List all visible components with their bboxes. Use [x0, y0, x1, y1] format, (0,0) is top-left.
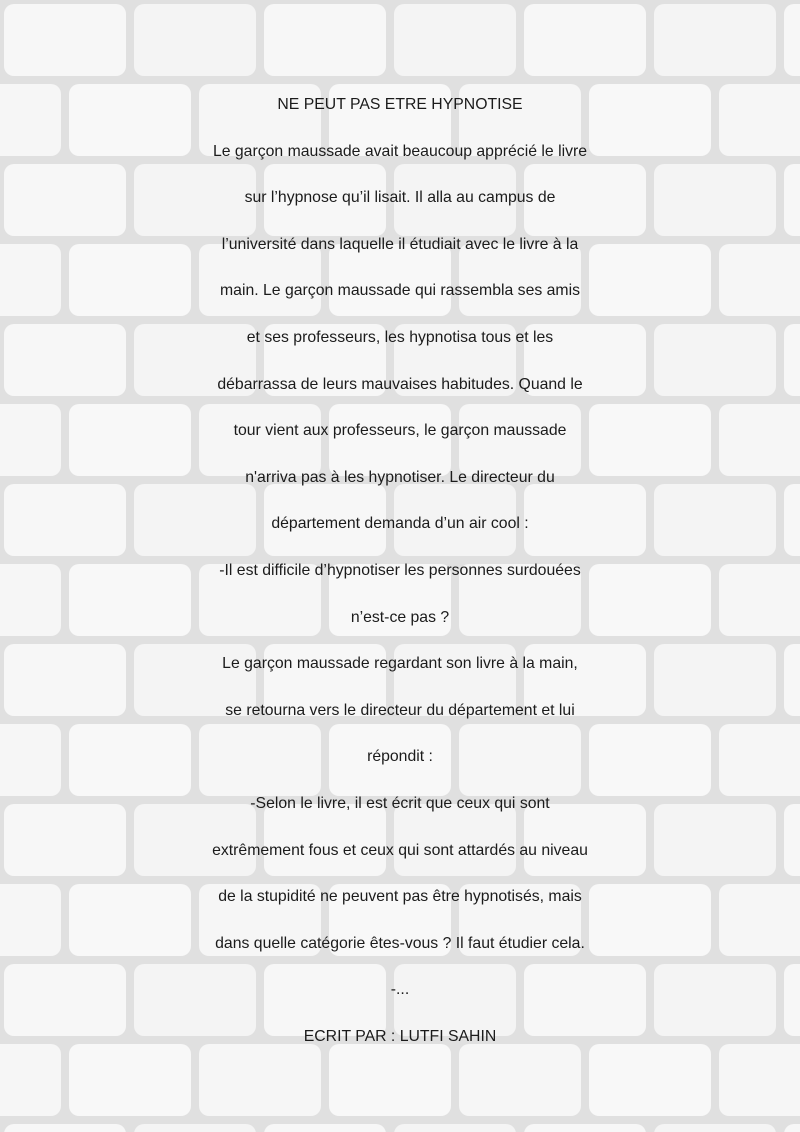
story-line: département demanda d’un air cool : — [271, 515, 529, 533]
story-line: -... — [390, 981, 410, 999]
story-line: débarrassa de leurs mauvaises habitudes. Quand le — [217, 375, 583, 393]
story-line: répondit : — [367, 748, 433, 766]
story-line: n'arriva pas à les hypnotiser. Le directeur du — [245, 468, 555, 486]
story-line: main. Le garçon maussade qui rassembla ses amis — [220, 282, 580, 300]
story-line: Le garçon maussade regardant son livre à la main, — [222, 655, 578, 673]
story-line: l’université dans laquelle il étudiait avec le livre à la — [221, 235, 579, 253]
story-title: NE PEUT PAS ETRE HYPNOTISE — [277, 96, 523, 113]
story-line: extrêmement fous et ceux qui sont attardés au niveau — [212, 841, 588, 859]
story-line: -Il est difficile d’hypnotiser les personnes surdouées — [219, 561, 581, 579]
story-line: dans quelle catégorie êtes-vous ? Il faut étudier cela. — [215, 934, 585, 952]
story-line: -Selon le livre, il est écrit que ceux qui sont — [250, 794, 550, 812]
story-line: tour vient aux professeurs, le garçon maussade — [233, 422, 567, 440]
story-line: sur l’hypnose qu’il lisait. Il alla au campus de — [244, 189, 556, 207]
story-text — [0, 82, 800, 1060]
story-line: et ses professeurs, les hypnotisa tous et les — [246, 328, 554, 346]
story-line: n’est-ce pas ? — [350, 608, 450, 626]
author-line: ECRIT PAR : LUTFI SAHIN — [303, 1027, 497, 1045]
story-line: se retourna vers le directeur du département et lui — [225, 701, 575, 719]
story-line: de la stupidité ne peuvent pas être hypnotisés, mais — [218, 888, 582, 906]
story-line: Le garçon maussade avait beaucoup apprécié le livre — [212, 142, 588, 160]
